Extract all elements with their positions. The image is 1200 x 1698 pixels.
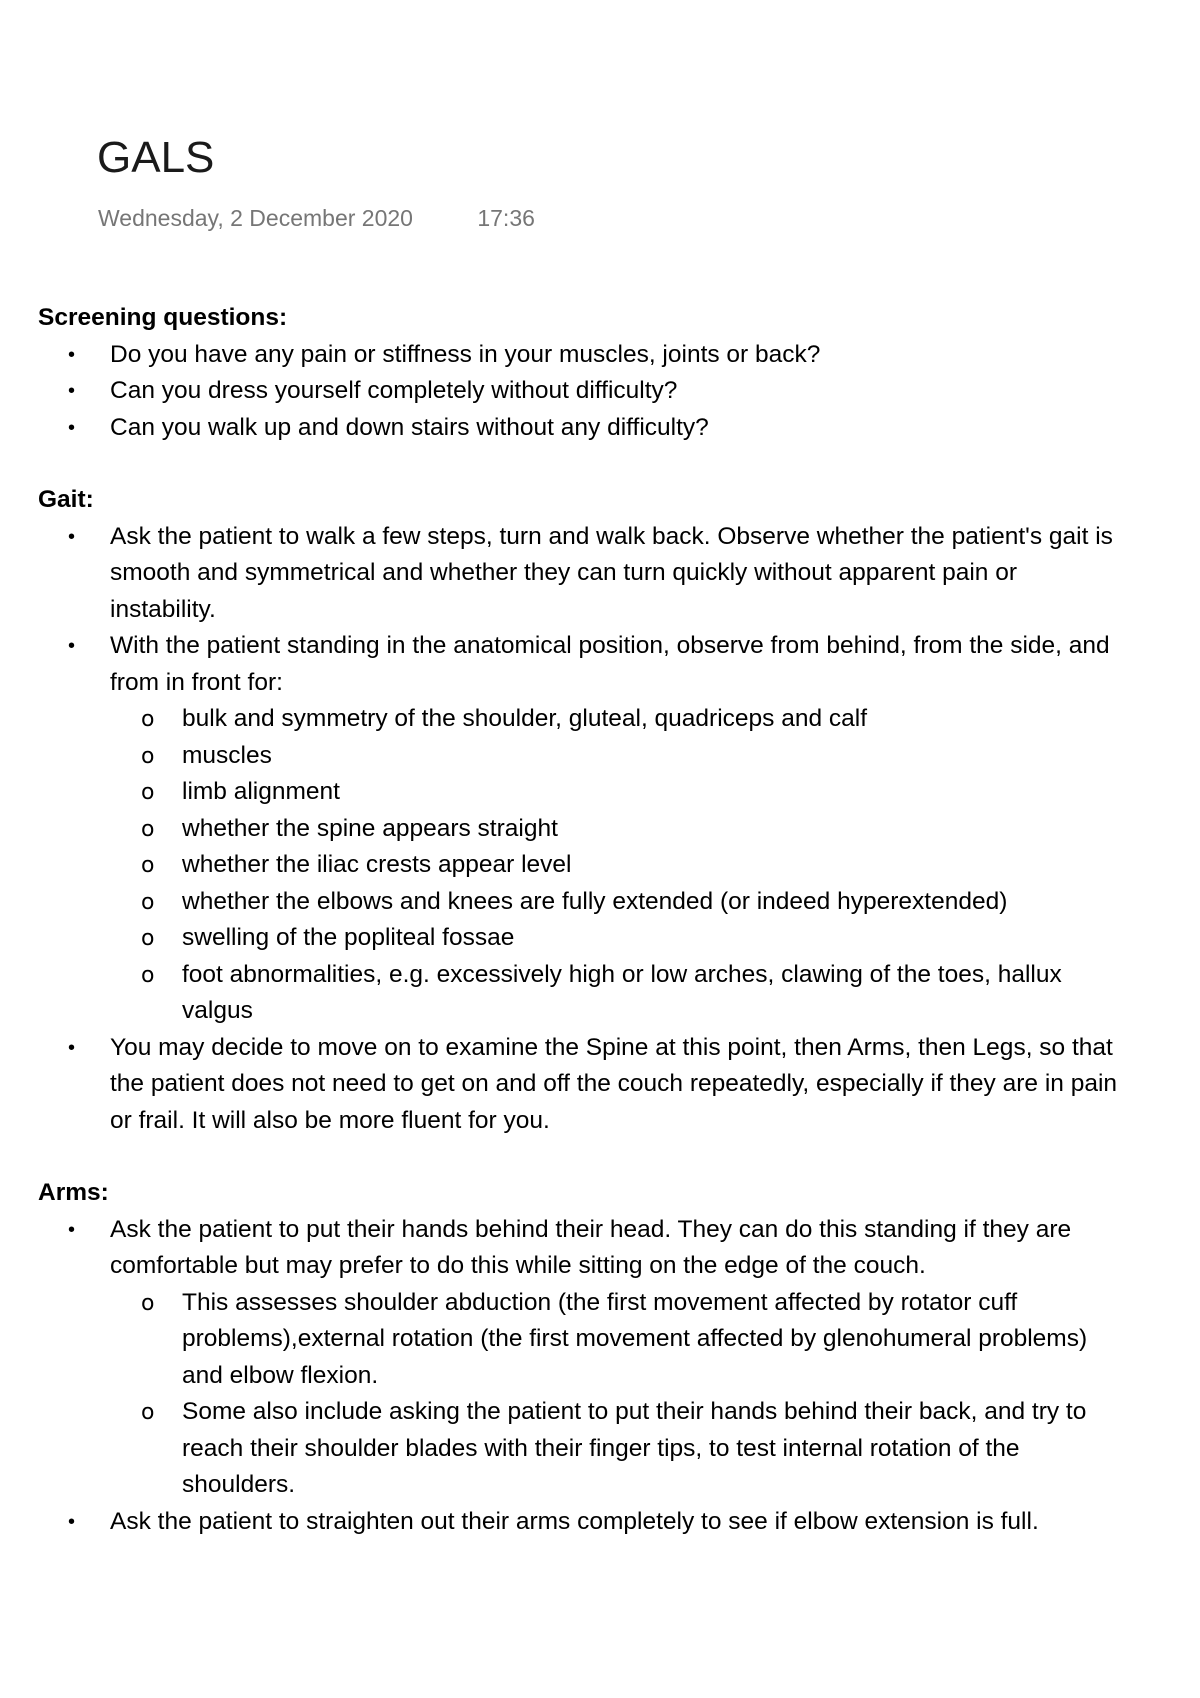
sub-bullet-icon: o bbox=[141, 816, 155, 842]
list-item-text: Ask the patient to walk a few steps, turn and walk back. Observe whether the patient's gait is smooth and symmetrical and whether they can turn quickly without apparent pain or instability. bbox=[110, 522, 1113, 623]
sub-list-item-text: foot abnormalities, e.g. excessively high or low arches, clawing of the toes, hallux valgus bbox=[182, 960, 1062, 1024]
sub-list-item-text: limb alignment bbox=[182, 778, 340, 805]
sub-list-item bbox=[110, 1394, 1118, 1504]
sub-bullet-icon: o bbox=[141, 926, 155, 951]
list-item-text: With the patient standing in the anatomical position, observe from behind, from the side, and from in front for: bbox=[110, 632, 1110, 696]
bullet-icon: • bbox=[68, 525, 76, 548]
bullet-icon: • bbox=[68, 416, 76, 439]
sub-list-item-text: muscles bbox=[182, 741, 272, 769]
sub-list-item bbox=[110, 884, 1118, 921]
sub-list-item bbox=[110, 1285, 1118, 1395]
sub-list-item bbox=[110, 701, 1118, 738]
list-item-text: Ask the patient to straighten out their arms completely to see if elbow extension is full. bbox=[110, 1507, 1039, 1535]
list-item bbox=[38, 1504, 1118, 1541]
screening-section bbox=[38, 300, 1118, 446]
bullet-list bbox=[38, 337, 1118, 447]
list-item bbox=[38, 1030, 1118, 1140]
sub-bullet-list bbox=[110, 1285, 1118, 1504]
note-body bbox=[38, 300, 1118, 1576]
bullet-list bbox=[38, 1212, 1118, 1541]
gait-section bbox=[38, 482, 1118, 1139]
section-heading: Arms: bbox=[38, 1179, 109, 1206]
bullet-icon: • bbox=[68, 1510, 76, 1533]
sub-list-item-text: whether the spine appears straight bbox=[182, 814, 558, 842]
sub-list-item bbox=[110, 847, 1118, 884]
bullet-icon: • bbox=[68, 1036, 76, 1059]
list-item bbox=[38, 373, 1118, 410]
sub-bullet-icon: o bbox=[141, 707, 155, 732]
sub-bullet-icon: o bbox=[141, 743, 155, 769]
sub-list-item-text: Some also include asking the patient to put their hands behind their back, and try to reach their shoulder blades with their finger tips, to test internal rotation of the shoulders. bbox=[182, 1398, 1087, 1498]
sub-bullet-icon: o bbox=[141, 889, 155, 915]
sub-bullet-icon: o bbox=[141, 1290, 155, 1316]
sub-list-item-text: swelling of the popliteal fossae bbox=[182, 924, 515, 951]
page-title: GALS bbox=[97, 133, 215, 182]
list-item-text: Ask the patient to put their hands behind their head. They can do this standing if they are comfortable but may prefer to do this while sitting on the edge of the couch. bbox=[110, 1215, 1072, 1279]
list-item-text: Can you walk up and down stairs without any difficulty? bbox=[110, 413, 709, 441]
section-heading: Screening questions: bbox=[38, 304, 288, 331]
list-item bbox=[38, 628, 1118, 1030]
sub-bullet-list bbox=[110, 701, 1118, 1030]
sub-list-item-text: This assesses shoulder abduction (the first movement affected by rotator cuff problems),external rotation (the first movement affected by glenohumeral problems) and elbow flexion. bbox=[182, 1288, 1088, 1389]
sub-list-item-text: whether the iliac crests appear level bbox=[182, 851, 572, 878]
sub-list-item bbox=[110, 774, 1118, 811]
sub-bullet-icon: o bbox=[141, 780, 155, 805]
sub-list-item-text: whether the elbows and knees are fully extended (or indeed hyperextended) bbox=[182, 887, 1008, 915]
sub-list-item bbox=[110, 920, 1118, 957]
bullet-icon: • bbox=[68, 1218, 76, 1241]
list-item-text: Do you have any pain or stiffness in your muscles, joints or back? bbox=[110, 340, 821, 368]
list-item-text: Can you dress yourself completely without difficulty? bbox=[110, 377, 678, 404]
bullet-list bbox=[38, 519, 1118, 1140]
note-date: Wednesday, 2 December 2020 bbox=[98, 205, 413, 231]
note-timestamp bbox=[98, 205, 535, 232]
page-cutoff bbox=[0, 1572, 1200, 1698]
section-heading: Gait: bbox=[38, 486, 94, 513]
list-item-text: You may decide to move on to examine the Spine at this point, then Arms, then Legs, so that the patient does not need to get on and off the couch repeatedly, especially if they are in pain or frail. It will also be more fluent for you. bbox=[110, 1033, 1118, 1134]
arms-section bbox=[38, 1175, 1118, 1540]
sub-bullet-icon: o bbox=[141, 1400, 155, 1425]
bullet-icon: • bbox=[68, 635, 76, 657]
list-item bbox=[38, 519, 1118, 629]
sub-list-item-text: bulk and symmetry of the shoulder, gluteal, quadriceps and calf bbox=[182, 705, 868, 732]
sub-bullet-icon: o bbox=[141, 853, 155, 878]
sub-list-item bbox=[110, 811, 1118, 848]
bullet-icon: • bbox=[68, 380, 76, 402]
note-time: 17:36 bbox=[477, 205, 535, 231]
sub-list-item bbox=[110, 957, 1118, 1030]
list-item bbox=[38, 410, 1118, 447]
bullet-icon: • bbox=[68, 343, 76, 366]
sub-bullet-icon: o bbox=[141, 962, 155, 988]
sub-list-item bbox=[110, 738, 1118, 775]
list-item bbox=[38, 1212, 1118, 1504]
list-item bbox=[38, 337, 1118, 374]
